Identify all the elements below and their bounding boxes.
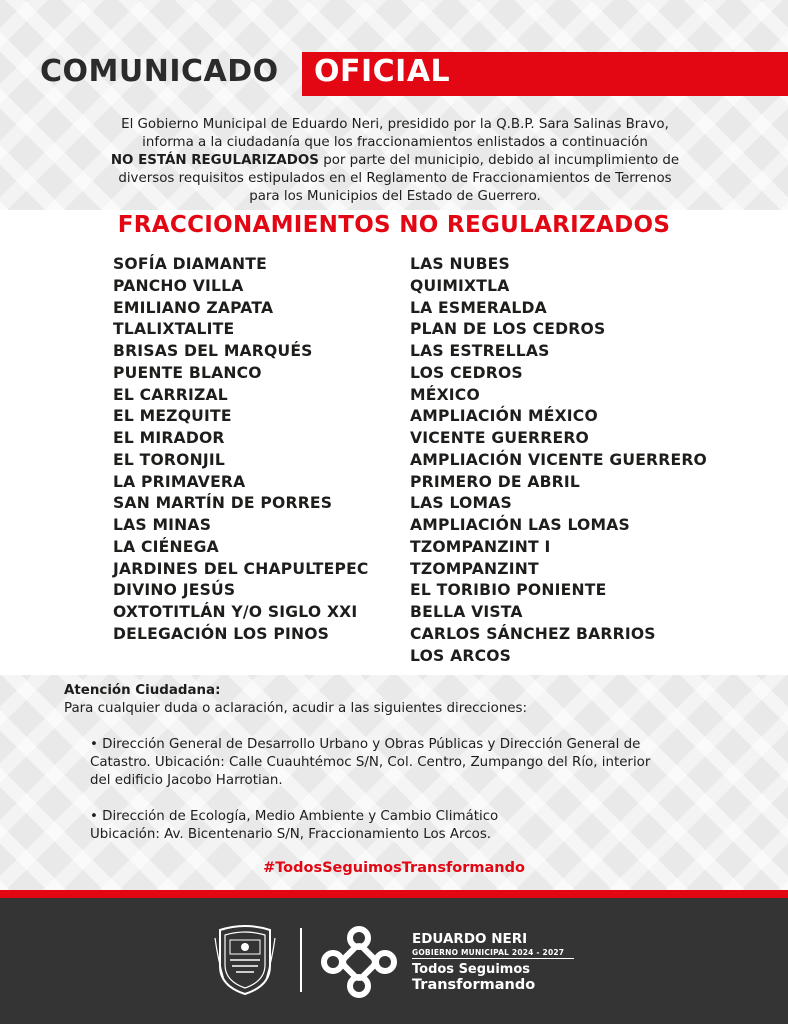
- list-item: DELEGACIÓN LOS PINOS: [113, 624, 330, 643]
- list-item: LAS ESTRELLAS: [410, 342, 550, 360]
- list-item: VICENTE GUERRERO: [410, 429, 589, 447]
- intro-line: [70, 152, 720, 170]
- list-item: DIVINO JESÚS: [113, 581, 236, 600]
- list-item: LAS NUBES: [410, 255, 510, 273]
- list-right-column: [410, 254, 707, 667]
- address-line: del edificio Jacobo Harrotian.: [90, 773, 283, 788]
- list-item: EL MIRADOR: [113, 429, 225, 447]
- list-item: BRISAS DEL MARQUÉS: [113, 342, 313, 360]
- list-item: TLALIXTALITE: [113, 320, 235, 339]
- address-line: • Dirección de Ecología, Medio Ambiente y Cambio Climático: [90, 809, 499, 824]
- brand-tagline-1: Todos Seguimos: [412, 962, 530, 977]
- list-item: MÉXICO: [410, 385, 480, 404]
- contact-intro: Para cualquier duda o aclaración, acudir a las siguientes direcciones:: [64, 701, 528, 716]
- brand-subtitle: GOBIERNO MUNICIPAL 2024 - 2027: [412, 948, 565, 957]
- hashtag: #TodosSeguimosTransformando: [263, 860, 525, 876]
- list-item: AMPLIACIÓN VICENTE GUERRERO: [410, 450, 707, 469]
- list-item: LA PRIMAVERA: [113, 472, 246, 491]
- list-item: EL MEZQUITE: [113, 407, 232, 426]
- list-item: LA ESMERALDA: [410, 298, 547, 317]
- list-item: LA CIÉNEGA: [113, 537, 219, 556]
- intro-line: El Gobierno Municipal de Eduardo Neri, presidido por la Q.B.P. Sara Salinas Bravo,: [121, 117, 669, 132]
- list-item: LAS LOMAS: [410, 494, 512, 513]
- contact-address-2: [64, 808, 744, 844]
- address-line: Catastro. Ubicación: Calle Cuauhtémoc S/N, Col. Centro, Zumpango del Río, interior: [90, 755, 651, 770]
- list-item: SOFÍA DIAMANTE: [113, 255, 267, 273]
- list-item: CARLOS SÁNCHEZ BARRIOS: [410, 624, 656, 643]
- knot-logo-icon: [320, 924, 398, 1000]
- list-item: PANCHO VILLA: [113, 276, 244, 295]
- brand-name: EDUARDO NERI: [412, 931, 528, 947]
- brand-tagline-2: Transformando: [412, 977, 536, 993]
- brand-rule: [412, 958, 574, 959]
- list-item: OXTOTITLÁN Y/O SIGLO XXI: [113, 603, 358, 621]
- intro-paragraph: [70, 116, 720, 206]
- list-item: PUENTE BLANCO: [113, 363, 262, 382]
- page-title: [36, 50, 788, 98]
- footer-red-line: [0, 890, 788, 898]
- municipal-crest-icon: [214, 920, 276, 996]
- list-item: JARDINES DEL CHAPULTEPEC: [113, 559, 369, 578]
- contact-heading: Atención Ciudadana:: [64, 683, 221, 698]
- list-left-column: [113, 254, 369, 646]
- list-item: QUIMIXTLA: [410, 276, 510, 295]
- list-item: AMPLIACIÓN MÉXICO: [410, 407, 598, 426]
- footer-divider: [300, 928, 302, 992]
- intro-line: diversos requisitos estipulados en el Reglamento de Fraccionamientos de Terrenos: [118, 171, 672, 186]
- list-item: PRIMERO DE ABRIL: [410, 472, 581, 491]
- list-item: EL TORONJIL: [113, 450, 225, 469]
- intro-line: para los Municipios del Estado de Guerrero.: [249, 189, 541, 204]
- list-item: AMPLIACIÓN LAS LOMAS: [410, 516, 630, 534]
- list-item: LOS CEDROS: [410, 363, 523, 382]
- intro-emphasis: NO ESTÁN REGULARIZADOS: [110, 153, 319, 168]
- address-line: • Dirección General de Desarrollo Urbano y Obras Públicas y Dirección General de: [90, 737, 641, 752]
- list-item: PLAN DE LOS CEDROS: [410, 320, 606, 339]
- intro-line: informa a la ciudadanía que los fraccionamientos enlistados a continuación: [142, 135, 648, 150]
- footer: [0, 898, 788, 1024]
- title-oficial: OFICIAL: [314, 54, 451, 89]
- contact-section: [64, 682, 744, 844]
- list-title: FRACCIONAMIENTOS NO REGULARIZADOS: [117, 212, 671, 238]
- contact-address-1: [64, 736, 744, 790]
- list-item: TZOMPANZINT: [410, 559, 539, 578]
- list-item: EL TORIBIO PONIENTE: [410, 581, 607, 600]
- title-comunicado: COMUNICADO: [40, 54, 279, 89]
- list-item: EL CARRIZAL: [113, 385, 228, 404]
- address-line: Ubicación: Av. Bicentenario S/N, Fraccionamiento Los Arcos.: [90, 827, 492, 842]
- intro-line-rest: por parte del municipio, debido al incumplimiento de: [318, 153, 680, 168]
- list-item: BELLA VISTA: [410, 603, 523, 621]
- list-item: EMILIANO ZAPATA: [113, 298, 274, 317]
- list-item: SAN MARTÍN DE PORRES: [113, 494, 333, 513]
- list-item: LOS ARCOS: [410, 646, 512, 665]
- list-item: LAS MINAS: [113, 516, 212, 534]
- list-item: TZOMPANZINT I: [410, 537, 551, 556]
